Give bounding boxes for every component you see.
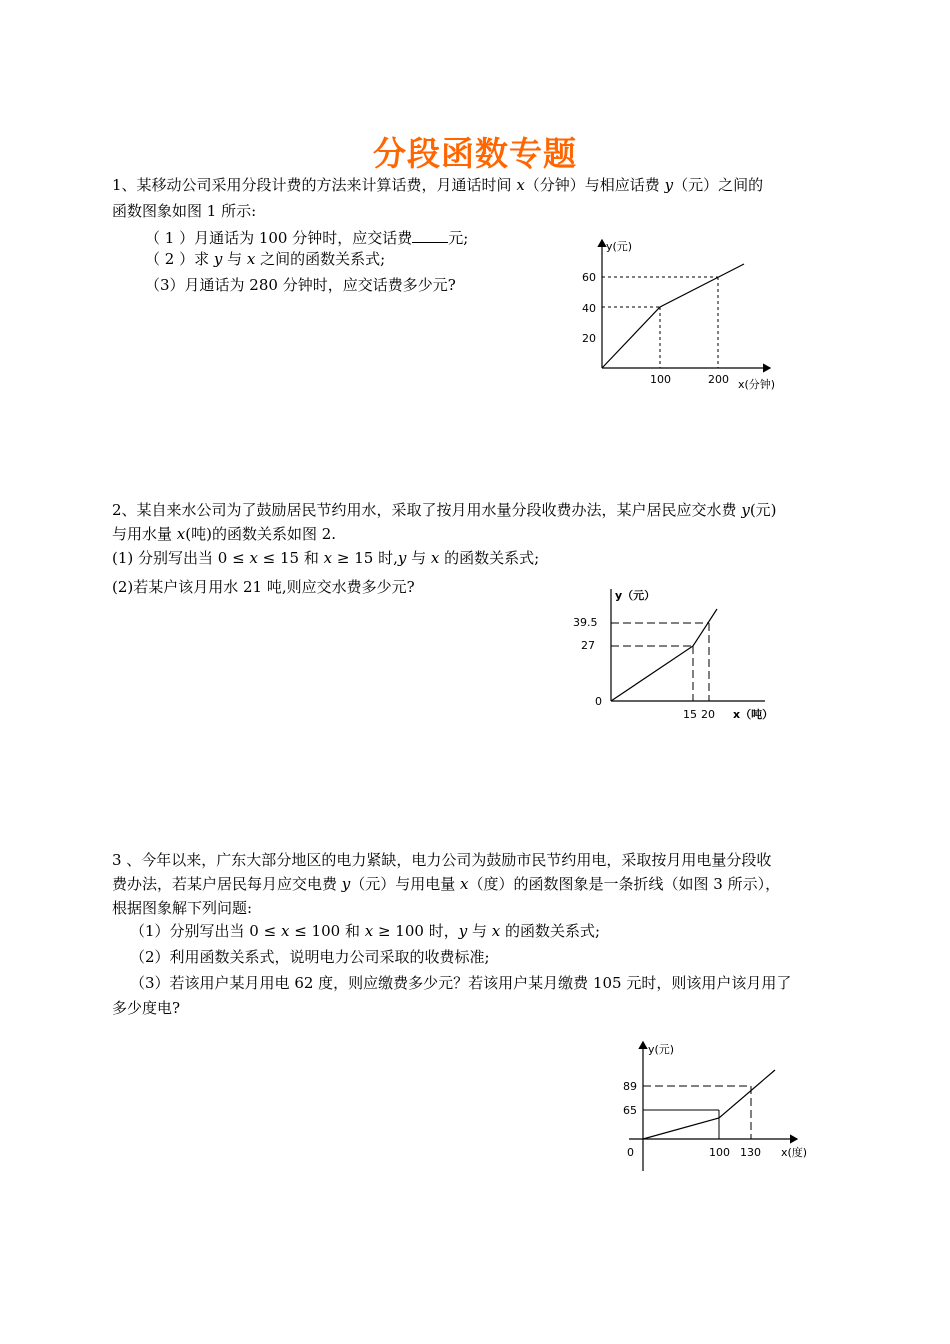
q1-sub2: （ 2 ）求 y 与 x 之间的函数关系式; xyxy=(145,250,386,268)
fig1-ytick-60: 60 xyxy=(582,271,596,284)
q2-sub1: (1) 分别写出当 0 ≤ x ≤ 15 和 x ≥ 15 时,y 与 x 的函数关系式; xyxy=(112,549,540,567)
q2-sub2: (2)若某户该月用水 21 吨,则应交水费多少元? xyxy=(112,578,415,596)
fig3-graph-line xyxy=(643,1070,775,1139)
fig1-ylabel: y(元) xyxy=(606,240,633,253)
fig2-xtick-20: 20 xyxy=(701,708,715,721)
fig1-ytick-20: 20 xyxy=(582,332,596,345)
fig2-ytick-27: 27 xyxy=(581,639,595,652)
q1-sub3: （3）月通话为 280 分钟时，应交话费多少元? xyxy=(145,276,456,294)
q3-sub1: （1）分别写出当 0 ≤ x ≤ 100 和 x ≥ 100 时，y 与 x 的函数关系式; xyxy=(130,922,601,940)
fig3-ytick-0: 0 xyxy=(627,1146,634,1159)
q2-line2: 与用水量 x(吨)的函数关系如图 2. xyxy=(112,525,337,543)
fig3-xtick-100: 100 xyxy=(709,1146,730,1159)
figure-2 xyxy=(565,583,795,728)
fig2-xtick-15: 15 xyxy=(683,708,697,721)
fig2-ylabel: y（元） xyxy=(615,589,656,602)
q3-line1: 3 、今年以来，广东大部分地区的电力紧缺，电力公司为鼓励市民节约用电，采取按月用电量分段收 xyxy=(112,851,772,869)
q3-sub3-cont: 多少度电? xyxy=(112,999,181,1017)
fig1-xlabel: x(分钟) xyxy=(738,378,776,391)
fig3-xtick-130: 130 xyxy=(740,1146,761,1159)
fig1-xtick-200: 200 xyxy=(708,373,729,386)
q2-line1: 2、某自来水公司为了鼓励居民节约用水，采取了按月用水量分段收费办法，某户居民应交水费 y(元) xyxy=(112,501,777,519)
q1-line1: 1、某移动公司采用分段计费的方法来计算话费，月通话时间 x（分钟）与相应话费 y（元）之间的 xyxy=(112,176,764,194)
answer-blank xyxy=(412,228,448,243)
q3-sub3: （3）若该用户某月用电 62 度，则应缴费多少元？若该用户某月缴费 105 元时，则该用户该月用了 xyxy=(130,974,792,992)
q3-line3: 根据图象解下列问题: xyxy=(112,899,253,917)
figure-3 xyxy=(615,1036,825,1176)
fig3-ytick-65: 65 xyxy=(623,1104,637,1117)
fig2-ytick-0: 0 xyxy=(595,695,602,708)
q3-line2: 费办法，若某户居民每月应交电费 y（元）与用电量 x（度）的函数图象是一条折线（如图 3 所示）， xyxy=(112,875,781,893)
fig3-ytick-89: 89 xyxy=(623,1080,637,1093)
fig1-graph-line xyxy=(602,264,744,368)
page-title: 分段函数专题 xyxy=(373,134,577,173)
fig2-xlabel: x（吨） xyxy=(733,708,774,721)
fig1-ytick-40: 40 xyxy=(582,302,596,315)
q1-line2: 函数图象如图 1 所示: xyxy=(112,202,257,220)
fig3-ylabel: y(元) xyxy=(648,1043,675,1056)
fig2-ytick-39.5: 39.5 xyxy=(573,616,598,629)
q1-sub1: （ 1 ）月通话为 100 分钟时，应交话费 元; xyxy=(145,229,469,247)
q3-sub2: （2）利用函数关系式，说明电力公司采取的收费标准; xyxy=(130,948,490,966)
fig3-xlabel: x(度) xyxy=(781,1146,808,1159)
figure-1 xyxy=(560,230,800,400)
fig1-xtick-100: 100 xyxy=(650,373,671,386)
